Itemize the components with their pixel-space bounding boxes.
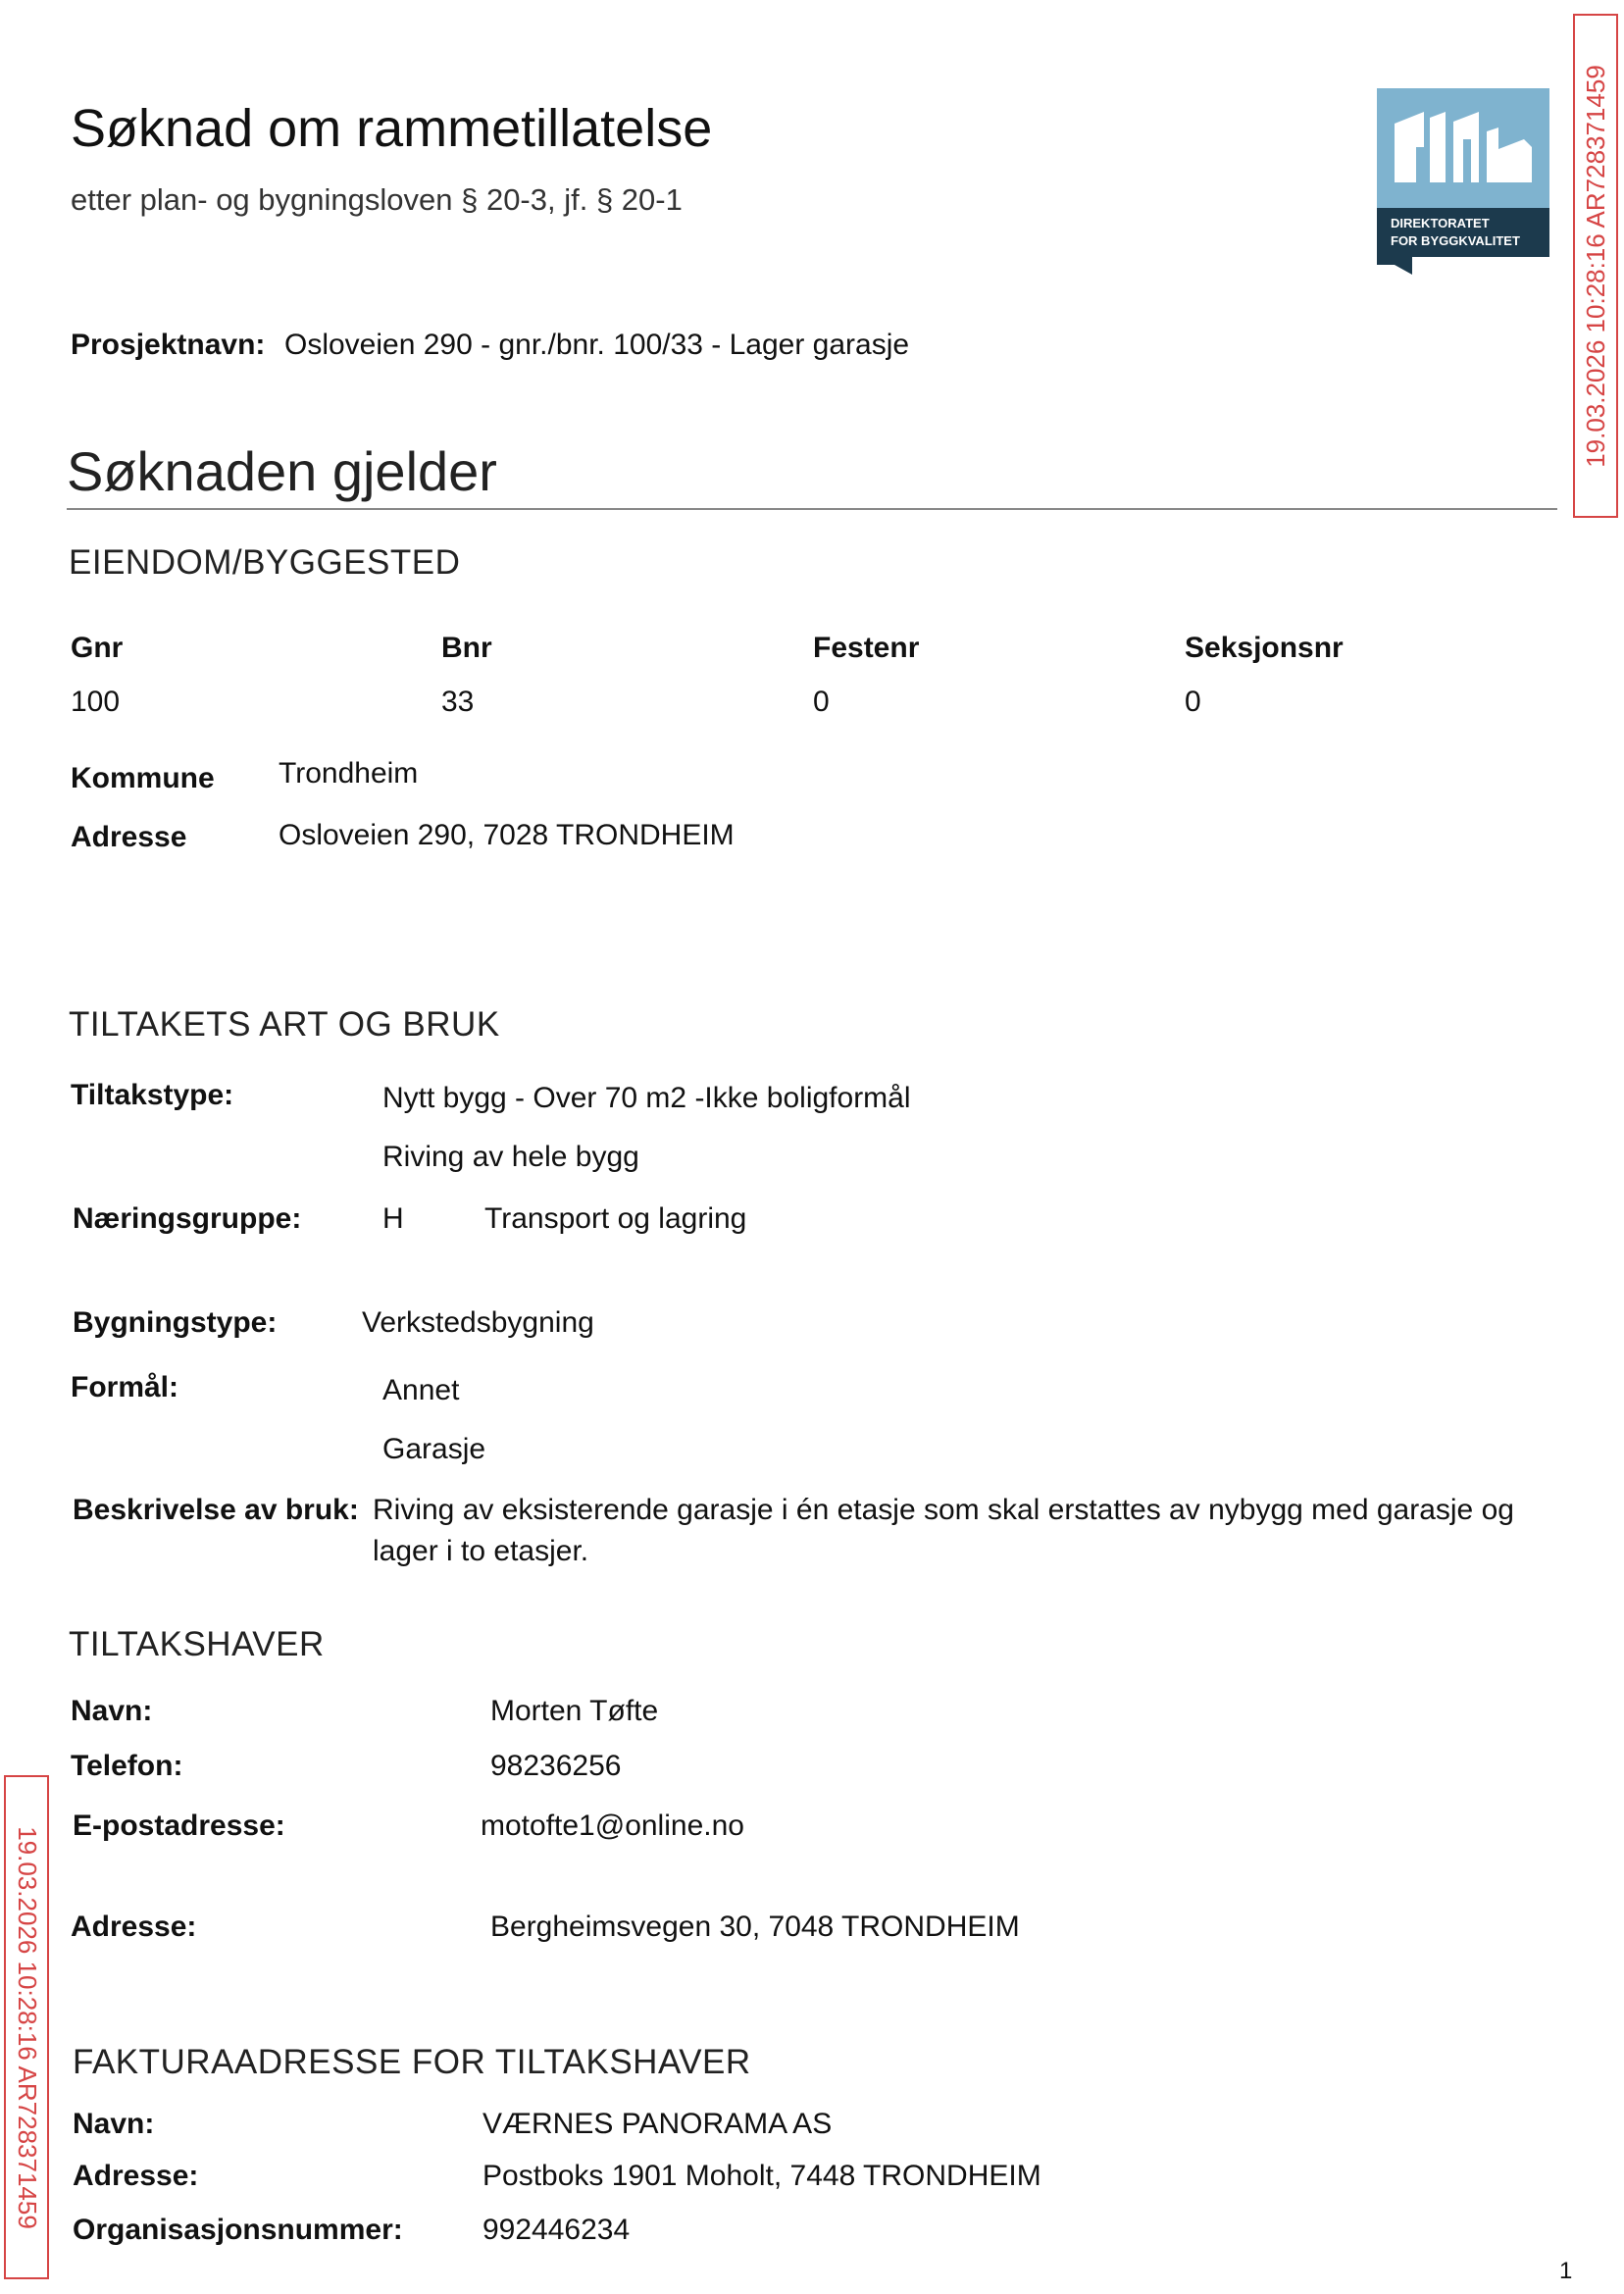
- logo-line1: DIREKTORATET: [1391, 216, 1490, 230]
- faktura-adresse-value: Postboks 1901 Moholt, 7448 TRONDHEIM: [482, 2160, 1041, 2192]
- tiltakstype-label: Tiltakstype:: [71, 1079, 234, 1111]
- kommune-value: Trondheim: [279, 757, 419, 790]
- tiltakshaver-epost-value: motofte1@online.no: [481, 1810, 744, 1842]
- logo-line2: FOR BYGGKVALITET: [1391, 233, 1520, 248]
- faktura-org-value: 992446234: [482, 2214, 631, 2246]
- value-bnr: 33: [441, 686, 475, 718]
- faktura-navn-label: Navn:: [73, 2108, 155, 2140]
- page-number: 1: [1559, 2258, 1573, 2284]
- col-header-gnr: Gnr: [71, 632, 124, 664]
- tiltakshaver-adresse-value: Bergheimsvegen 30, 7048 TRONDHEIM: [490, 1911, 1020, 1943]
- naeringsgruppe-value: Transport og lagring: [484, 1202, 747, 1235]
- col-header-festenr: Festenr: [813, 632, 920, 664]
- col-header-bnr: Bnr: [441, 632, 492, 664]
- tiltakshaver-telefon-label: Telefon:: [71, 1750, 183, 1782]
- tiltakshaver-epost-label: E-postadresse:: [73, 1810, 285, 1842]
- heading-divider: [67, 508, 1557, 510]
- tiltakshaver-navn-label: Navn:: [71, 1695, 153, 1727]
- document-subtitle: etter plan- og bygningsloven § 20-3, jf. § 20-1: [71, 182, 683, 217]
- project-label: Prosjektnavn:: [71, 329, 266, 361]
- stamp-text-side: 19.03.2026 10:28:16 AR728371459: [12, 1825, 42, 2229]
- formal-label: Formål:: [71, 1371, 179, 1403]
- project-value: Osloveien 290 - gnr./bnr. 100/33 - Lager garasje: [284, 329, 910, 361]
- timestamp-stamp-top: [1573, 14, 1618, 518]
- formal-value-1: Annet: [382, 1374, 460, 1406]
- beskrivelse-line-2: lager i to etasjer.: [373, 1535, 589, 1567]
- value-gnr: 100: [71, 686, 121, 718]
- bygningstype-label: Bygningstype:: [73, 1306, 278, 1339]
- naeringsgruppe-label: Næringsgruppe:: [73, 1202, 302, 1235]
- section-heading-soknaden: Søknaden gjelder: [67, 440, 497, 502]
- dibk-logo-icon: [1377, 88, 1549, 275]
- document-title: Søknad om rammetillatelse: [71, 99, 713, 158]
- stamp-text-top: 19.03.2026 10:28:16 AR728371459: [1580, 64, 1610, 468]
- tiltakstype-value-1: Nytt bygg - Over 70 m2 -Ikke boligformål: [382, 1082, 911, 1114]
- adresse-label: Adresse: [71, 821, 187, 853]
- col-header-seksjonsnr: Seksjonsnr: [1185, 632, 1344, 664]
- faktura-adresse-label: Adresse:: [73, 2160, 199, 2192]
- faktura-org-label: Organisasjonsnummer:: [73, 2214, 403, 2246]
- beskrivelse-line-1: Riving av eksisterende garasje i én etasje som skal erstattes av nybygg med garasje og: [373, 1494, 1514, 1526]
- section-heading-faktura: FAKTURAADRESSE FOR TILTAKSHAVER: [73, 2043, 751, 2081]
- tiltakstype-value-2: Riving av hele bygg: [382, 1141, 639, 1173]
- tiltakshaver-navn-value: Morten Tøfte: [490, 1695, 659, 1727]
- value-festenr: 0: [813, 686, 830, 718]
- bygningstype-value: Verkstedsbygning: [362, 1306, 594, 1339]
- beskrivelse-label: Beskrivelse av bruk:: [73, 1494, 359, 1526]
- formal-value-2: Garasje: [382, 1433, 486, 1465]
- timestamp-stamp-side: [4, 1775, 49, 2279]
- adresse-value: Osloveien 290, 7028 TRONDHEIM: [279, 819, 735, 851]
- faktura-navn-value: VÆRNES PANORAMA AS: [482, 2108, 833, 2140]
- naeringsgruppe-code: H: [382, 1202, 404, 1235]
- section-heading-eiendom: EIENDOM/BYGGESTED: [69, 543, 461, 582]
- dibk-logo: [1377, 88, 1549, 275]
- tiltakshaver-telefon-value: 98236256: [490, 1750, 622, 1782]
- kommune-label: Kommune: [71, 762, 215, 794]
- section-heading-tiltakshaver: TILTAKSHAVER: [69, 1625, 325, 1663]
- section-heading-tiltak: TILTAKETS ART OG BRUK: [69, 1005, 500, 1044]
- tiltakshaver-adresse-label: Adresse:: [71, 1911, 197, 1943]
- value-seksjonsnr: 0: [1185, 686, 1201, 718]
